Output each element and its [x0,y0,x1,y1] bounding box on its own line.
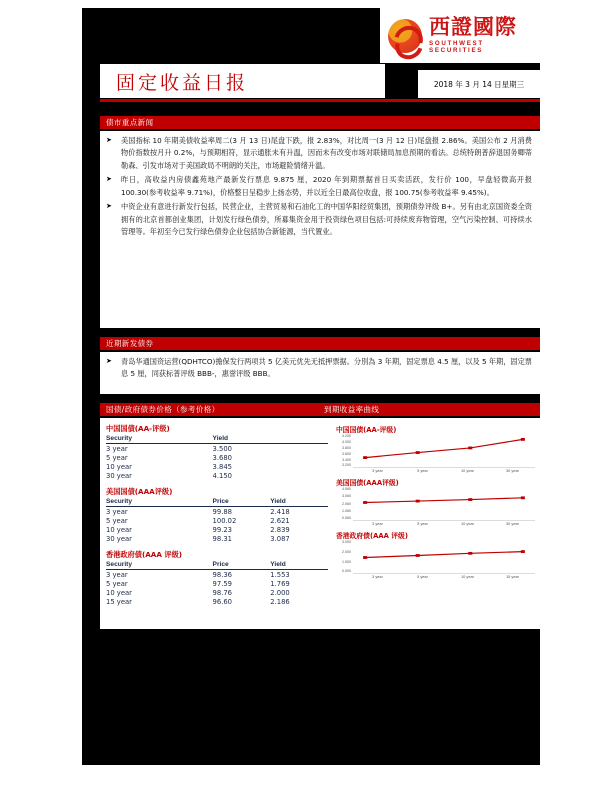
section-body-new-issues [100,352,540,394]
cell-yield: 3.500 [212,444,233,453]
yield-curve-chart-china [336,424,535,473]
column-header: Price [213,498,271,507]
y-tick-label: 0.000 [342,569,351,574]
section-header-new-issues [100,337,540,350]
chart-plot-area [336,541,535,574]
cell-yield: 2.186 [270,597,290,606]
report-date-box [418,70,540,98]
bullet-arrow-icon: ➤ [106,358,112,365]
table-row [106,444,328,454]
bond-table-title: 美国国债(AAA评级) [106,487,173,496]
cell-price: 97.59 [212,579,233,588]
report-page [82,8,540,765]
new-issue-bullet-text: 青岛华通国资运营(QDHTCO)擔保发行两项共 5 亿美元优先无抵押票据。分別為 3 年期，固定票息 4.5 厘，以及 5 年期，固定票息 5 厘，同获标普评级 BBB-，惠誉评级 BBB。 [121,357,532,379]
x-tick-label: 30 year [506,468,519,473]
table-row [106,525,328,534]
cell-yield: 3.680 [212,453,233,462]
column-header: Security [106,435,213,444]
table [106,435,328,480]
x-tick-label: 5 year [417,521,428,526]
cell-yield: 1.553 [270,570,290,579]
cell-yield: 2.418 [270,507,290,516]
column-header: Yield [270,561,328,570]
cell-yield: 1.769 [270,579,290,588]
news-bullet [100,134,540,173]
page-title-box [100,64,385,98]
y-tick-label: 4.200 [342,434,351,438]
x-tick-label: 3 year [372,521,383,526]
table-row [106,516,328,525]
bullet-arrow-icon: ➤ [106,137,112,144]
news-bullet [100,200,540,239]
chart-y-axis [336,488,353,521]
brand-name-en: SOUTHWEST SECURITIES [429,40,484,54]
y-tick-label: 2.060 [342,501,351,506]
y-tick-label: 1.060 [342,509,351,514]
x-tick-label: 30 year [506,521,519,526]
section-header-market-news [100,116,540,129]
bond-table-china [106,424,328,480]
chart-plot-area [336,435,535,468]
table-row [106,462,328,471]
section-title-yield-curves: 到期收益率曲线 [324,405,380,414]
cell-yield: 3.087 [270,534,290,543]
cell-yield: 3.845 [212,462,233,471]
cell-price: 98.31 [212,534,233,543]
cell-security: 15 year [106,597,132,606]
table-row [106,507,328,517]
cell-price: 98.76 [212,588,233,597]
cell-price: 96.60 [212,597,233,606]
cell-yield: 2.621 [270,516,290,525]
table-header-row [106,435,328,444]
chart-title: 香港政府债(AAA 评级) [336,532,408,540]
cell-security: 10 year [106,588,132,597]
section-title-new-issues: 近期新发债券 [106,339,154,348]
table-header-row [106,498,328,507]
bond-price-tables [106,424,328,625]
x-tick-label: 3 year [372,574,383,579]
x-tick-label: 15 year [506,574,519,579]
chart-x-axis [355,468,535,473]
section-body-market-news [100,131,540,328]
cell-security: 30 year [106,534,132,543]
cell-security: 10 year [106,462,132,471]
chart-title: 中国国债(AA-评级) [336,426,397,434]
bullet-arrow-icon: ➤ [106,176,112,184]
y-tick-label: 0.060 [342,516,351,521]
bond-table-title: 中国国债(AA-评级) [106,424,170,433]
y-tick-label: 3.400 [342,457,351,462]
bond-table-us [106,487,328,543]
chart-x-axis [355,574,535,579]
cell-security: 30 year [106,471,132,480]
y-tick-label: 3.600 [342,451,351,456]
y-tick-label: 3.200 [342,463,351,468]
y-tick-label: 3.800 [342,445,351,450]
table [106,561,328,606]
news-bullet [100,173,540,200]
y-tick-label: 3.060 [342,494,351,499]
chart-y-axis [336,435,353,468]
x-tick-label: 5 year [417,468,428,473]
table-header-row [106,561,328,570]
section-header-prices-curves [100,403,540,416]
cell-security: 5 year [106,516,128,525]
y-tick-label: 4.060 [342,487,351,491]
title-divider [100,99,540,102]
page-title: 固定收益日报 [116,71,249,94]
yield-curve-chart-us [336,477,535,526]
news-bullet-text: 中资企业有意进行新发行包括，民营企业，主营贸易和石油化工的中国华阳经贸集团，预期债券评级 B+。另有由北京国资委全资拥有的北京首都创业集团，计划发行绿色债券，所募集资金用于投资绿色项目包括:可持续废弃物管理，空气污染控制、可持续水管理等。年初至今已发行绿色债券企业包括协合新能源，当代置业。 [121,202,532,237]
x-tick-label: 10 year [461,574,474,579]
cell-yield: 2.839 [270,525,290,534]
column-header: Security [106,498,213,507]
news-bullet-text: 昨日，高收益内房债鑫苑地产最新发行票息 9.875 厘，2020 年到期票据首日买卖活跃，发行价 100，早盘轻微高开报 100.30(参考收益率 9.71%)，价格整日呈稳步上扬态势，并以近全日最高位收盘，报 100.75(参考收益率 9.45%)。 [121,175,532,197]
cell-security: 10 year [106,525,132,534]
cell-price: 99.23 [212,525,233,534]
brand-text [429,17,540,53]
bond-table-title: 香港政府债(AAA 评级) [106,550,183,559]
chart-canvas [353,541,535,574]
news-bullet-text: 美国指标 10 年期美债收益率周二(3 月 13 日)尾盘下跌，报 2.83%，对比周一(3 月 12 日)尾盘报 2.86%。美国公布 2 月消费物价指数按月升 0.2%，与预期相符，显示通胀未有升温，因而未有改变市场对联储局加息预期的看法。总统特朗普辞退国务卿蒂勒森、引发市场对于美国政局不明朗的关注，市场避险情绪升温。 [121,136,532,170]
y-tick-label: 4.000 [342,439,351,444]
table-row [106,453,328,462]
bond-table-hk [106,550,328,606]
cell-price: 98.36 [212,570,233,579]
table-row [106,534,328,543]
column-header: Price [213,561,271,570]
brand-logo [380,8,540,63]
report-date: 2018 年 3 月 14 日星期三 [433,79,525,89]
table-row [106,579,328,588]
chart-canvas [353,488,535,521]
column-header: Security [106,561,213,570]
table-row [106,570,328,580]
cell-security: 3 year [106,444,128,453]
table-row [106,471,328,480]
chart-x-axis [355,521,535,526]
x-tick-label: 10 year [461,468,474,473]
column-header: Yield [270,498,328,507]
cell-yield: 4.150 [212,471,233,480]
brand-name-cn: 西證國際 [429,15,517,40]
x-tick-label: 5 year [417,574,428,579]
chart-canvas [353,435,535,468]
section-title-market-news: 债市重点新闻 [106,118,154,127]
yield-curve-charts [328,424,535,625]
table-row [106,597,328,606]
table-row [106,588,328,597]
section-body-prices-curves [100,418,540,629]
chart-plot-area [336,488,535,521]
new-issue-bullet [100,355,540,382]
x-tick-label: 10 year [461,521,474,526]
x-tick-label: 3 year [372,468,383,473]
yield-curve-chart-hk [336,530,535,579]
cell-security: 3 year [106,570,128,579]
chart-title: 美国国债(AAA评级) [336,479,399,487]
y-tick-label: 1.000 [342,559,351,564]
y-tick-label: 2.000 [342,549,351,554]
cell-security: 5 year [106,453,128,462]
y-tick-label: 3.000 [342,540,351,544]
cell-price: 100.02 [212,516,237,525]
cell-security: 3 year [106,507,128,516]
chart-y-axis [336,541,353,574]
table [106,498,328,543]
cell-price: 99.88 [212,507,233,516]
column-header: Yield [213,435,328,444]
bullet-arrow-icon: ➤ [106,203,112,211]
cell-yield: 2.000 [270,588,290,597]
cell-security: 5 year [106,579,128,588]
southwest-securities-logo-icon [388,19,422,53]
section-title-bond-prices: 国债/政府债券价格（参考价格） [106,405,220,414]
